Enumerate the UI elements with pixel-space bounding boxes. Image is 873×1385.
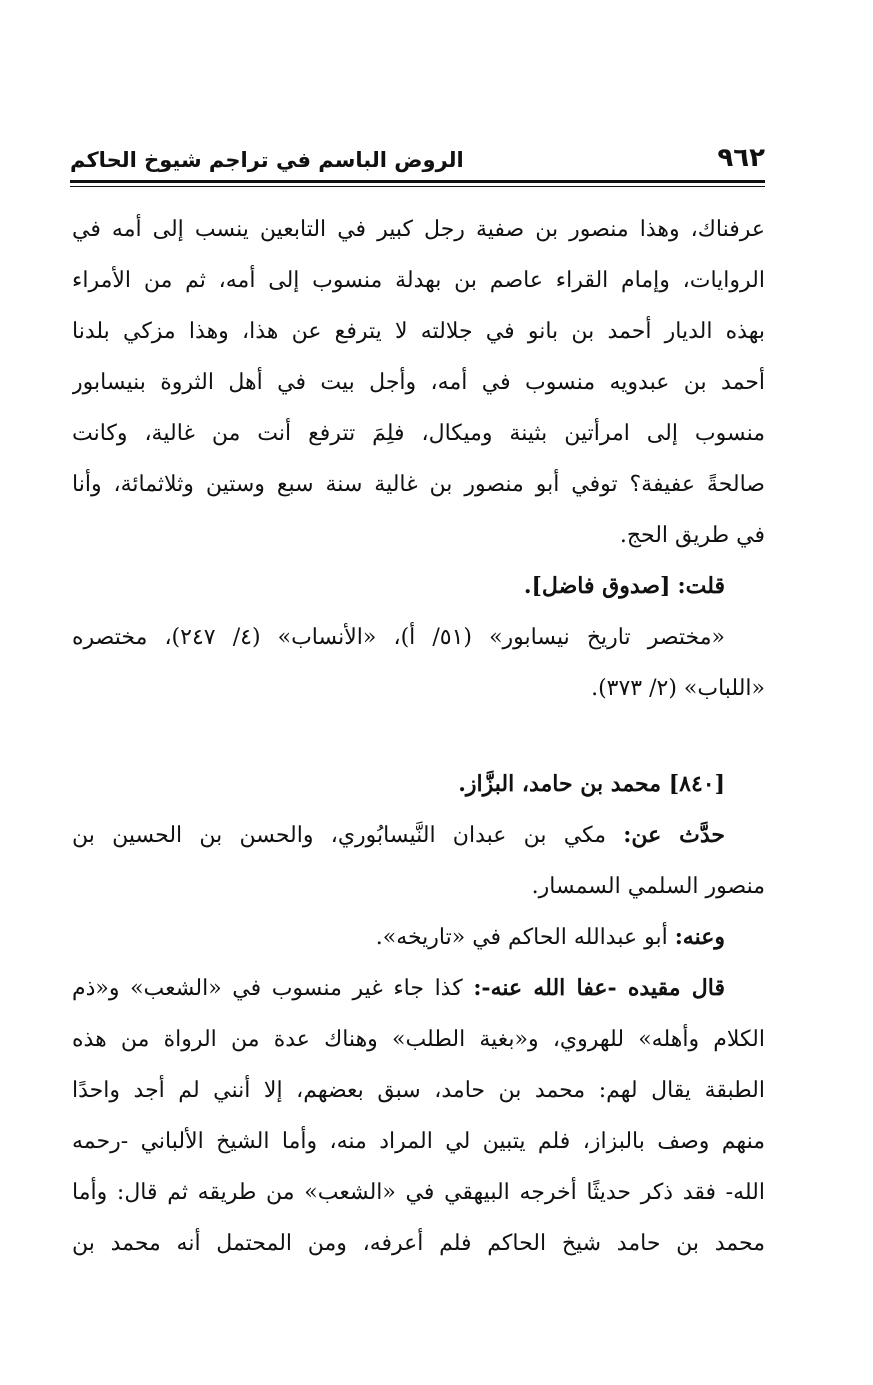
anhu-label: وعنه: bbox=[674, 924, 725, 950]
text-line: منصور السلمي السمسار. bbox=[531, 874, 765, 899]
sources-line: «اللباب» (٢/ ٣٧٣). bbox=[591, 676, 765, 701]
text-line bbox=[72, 810, 765, 861]
section-spacer bbox=[72, 714, 765, 759]
commentary-paragraph bbox=[72, 963, 765, 1269]
text-line: عرفناك، وهذا منصور بن صفية رجل كبير في التابعين ينسب إلى أمه في bbox=[72, 217, 765, 242]
hadith-text: مكي بن عبدان النَّيسابُوري، والحسن بن الحسين بن bbox=[72, 823, 607, 848]
page-body bbox=[72, 204, 765, 1269]
hadith-from-paragraph bbox=[72, 810, 765, 912]
commentary-text: كذا جاء غير منسوب في «الشعب» و«ذم bbox=[72, 976, 463, 1001]
hadith-label: حدَّث عن: bbox=[623, 822, 726, 848]
text-line: أحمد بن عبدويه منسوب في أمه، وأجل بيت في أهل الثروة بنيسابور bbox=[72, 370, 765, 395]
page-header bbox=[70, 138, 765, 178]
entry-heading: [٨٤٠] محمد بن حامد، البزَّاز. bbox=[458, 771, 725, 797]
text-line: منهم وصف بالبزاز، فلم يتبين لي المراد منه، وأما الشيخ الألباني -رحمه bbox=[72, 1129, 765, 1154]
text-line: الطبقة يقال لهم: محمد بن حامد، سبق بعضهم، إلا أنني لم أجد واحدًا bbox=[72, 1078, 765, 1103]
text-line: بهذه الديار أحمد بن بانو في جلالته لا يترفع عن هذا، وهذا مزكي بلدنا bbox=[72, 319, 765, 344]
sources-paragraph bbox=[72, 612, 765, 714]
text-line bbox=[72, 963, 765, 1014]
text-line: الروايات، وإمام القراء عاصم بن بهدلة منسوب إلى أمه، ثم من الأمراء bbox=[72, 268, 765, 293]
header-rule-thin bbox=[70, 186, 765, 187]
text-line: في طريق الحج. bbox=[619, 523, 765, 548]
header-rule-thick bbox=[70, 180, 765, 183]
sources-line: «مختصر تاريخ نيسابور» (٥١/ أ)، «الأنساب» (٤/ ٢٤٧)، مختصره bbox=[72, 625, 726, 650]
paragraph-biography-ending bbox=[72, 204, 765, 561]
text-line: الله- فقد ذكر حديثًا أخرجه البيهقي في «الشعب» من طريقه ثم قال: وأما bbox=[72, 1180, 765, 1205]
commentary-label: قال مقيده -عفا الله عنه-: bbox=[473, 975, 725, 1001]
anhu-text: أبو عبدالله الحاكم في «تاريخه». bbox=[375, 925, 668, 950]
verdict-line bbox=[72, 561, 765, 612]
text-line: صالحةً عفيفة؟ توفي أبو منصور بن غالية سنة سبع وستين وثلاثمائة، وأنا bbox=[72, 472, 765, 497]
text-line: الكلام وأهله» للهروي، و«بغية الطلب» وهناك عدة من الرواة من هذه bbox=[72, 1027, 765, 1052]
verdict-label: قلت: bbox=[677, 573, 725, 599]
text-line: منسوب إلى امرأتين بثينة وميكال، فلِمَ تترفع أنت من غالية، وكانت bbox=[72, 421, 765, 446]
anhu-line bbox=[72, 912, 765, 963]
page-number: ٩٦٢ bbox=[717, 143, 765, 173]
verdict-text: [صدوق فاضل]. bbox=[523, 573, 671, 599]
text-line: محمد بن حامد شيخ الحاكم فلم أعرفه، ومن المحتمل أنه محمد بن bbox=[72, 1231, 765, 1256]
running-title: الروض الباسم في تراجم شيوخ الحاكم bbox=[70, 148, 464, 172]
